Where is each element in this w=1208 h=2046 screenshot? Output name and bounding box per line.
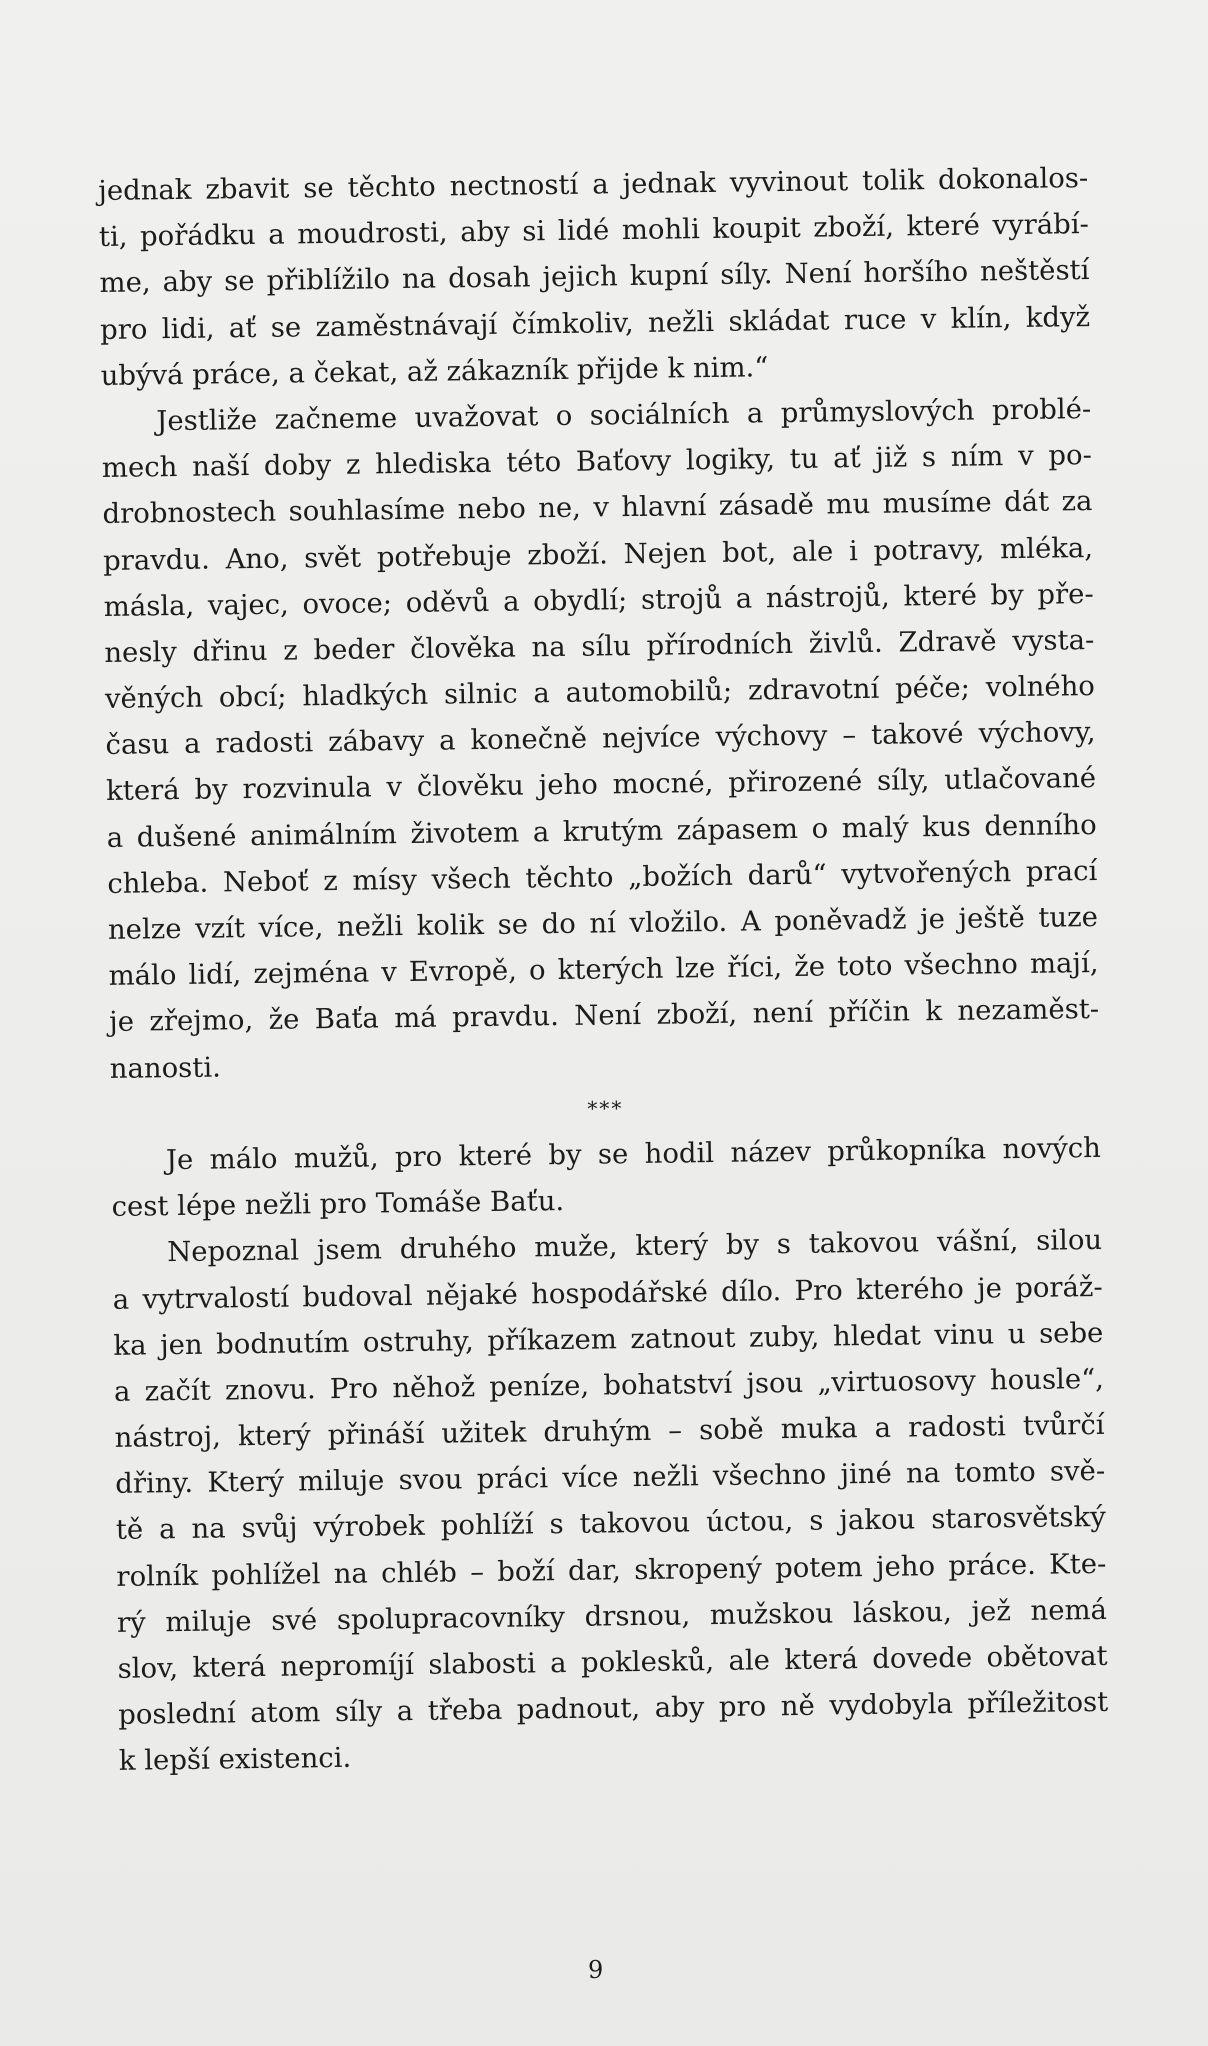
paragraph-1	[98, 155, 1091, 399]
text-line: tě a na svůj výrobek pohlíží s takovou úctou, s jakou starosvětský	[115, 1501, 1106, 1547]
text-line: drobnostech souhlasíme nebo ne, v hlavní zásadě mu musíme dát za	[102, 485, 1093, 531]
text-line: jednak zbavit se těchto nectností a jednak vyvinout tolik dokonalos-	[98, 162, 1089, 207]
text-line: málo lidí, zejména v Evropě, o kterých lze říci, že toto všechno mají,	[108, 947, 1099, 993]
paragraph-4	[112, 1217, 1109, 1784]
section-break: ***	[587, 1095, 624, 1121]
paragraph-3	[111, 1125, 1102, 1230]
text-line: která by rozvinula v člověku jeho mocné, přirozené síly, utlačované	[105, 762, 1097, 808]
text-line: slov, která nepromíjí slabosti a poklesků, ale která dovede obětovat	[117, 1639, 1108, 1685]
text-line: je zřejmo, že Baťa má pravdu. Není zboží, není příčin k nezaměst-	[108, 993, 1100, 1039]
text-line: másla, vajec, ovoce; oděvů a obydlí; strojů a nástrojů, které by pře-	[103, 577, 1094, 623]
text-line: pro lidi, ať se zaměstnávají čímkoliv, nežli skládat ruce v klín, když	[99, 300, 1091, 346]
text-line: rý miluje své spolupracovníky drsnou, mužskou láskou, jež nemá	[116, 1593, 1108, 1639]
text-line: k lepší existenci.	[118, 1742, 352, 1778]
text-line: Jestliže začneme uvažovat o sociálních a průmyslových problé-	[156, 392, 1092, 438]
text-line: a vytrvalostí budoval nějaké hospodářské dílo. Pro kterého je poráž-	[112, 1270, 1103, 1316]
text-line: ka jen bodnutím ostruhy, příkazem zatnout zuby, hledat vinu u sebe	[113, 1316, 1104, 1362]
text-line: rolník pohlížel na chléb – boží dar, skropený potem jeho práce. Kte-	[116, 1547, 1107, 1593]
body-text	[98, 155, 1109, 1784]
text-line: a začít znovu. Pro něhož peníze, bohatství jsou „virtuosovy housle“,	[113, 1362, 1105, 1408]
text-line: nelze vzít více, nežli kolik se do ní vložilo. A poněvadž je ještě tuze	[107, 900, 1099, 946]
text-line: nástroj, který přináší užitek druhým – sobě muka a radosti tvůrčí	[114, 1408, 1105, 1454]
text-line: Je málo mužů, pro které by se hodil název průkopníka nových	[165, 1131, 1102, 1177]
text-line: ti, pořádku a moudrosti, aby si lidé mohli koupit zboží, které vyrábí-	[98, 208, 1090, 254]
text-line: Nepoznal jsem druhého muže, který by s takovou vášní, silou	[166, 1224, 1103, 1269]
text-line: me, aby se přiblížilo na dosah jejich kupní síly. Není horšího neštěstí	[99, 254, 1090, 300]
text-line: nanosti.	[109, 1051, 222, 1085]
text-line: pravdu. Ano, svět potřebuje zboží. Nejen bot, ale i potravy, mléka,	[102, 531, 1094, 577]
text-line: věných obcí; hladkých silnic a automobilů; zdravotní péče; volného	[104, 670, 1096, 716]
page-number: 9	[588, 1956, 604, 1984]
text-line: poslední atom síly a třeba padnout, aby pro ně vydobyla příležitost	[118, 1686, 1109, 1732]
text-line: cest lépe nežli pro Tomáše Baťu.	[111, 1185, 565, 1224]
text-line: chleba. Neboť z mísy všech těchto „božích darů“ vytvořených prací	[107, 854, 1098, 900]
text-line: nesly dřinu z beder člověka na sílu přírodních živlů. Zdravě vysta-	[104, 623, 1095, 669]
text-line: a dušené animálním životem a krutým zápasem o malý kus denního	[106, 808, 1097, 854]
text-line: mech naší doby z hlediska této Baťovy logiky, tu ať již s ním v po-	[101, 439, 1093, 485]
paragraph-2	[101, 386, 1100, 1092]
text-line: ubývá práce, a čekat, až zákazník přijde k nim.“	[100, 350, 769, 392]
text-line: dřiny. Který miluje svou práci více nežli všechno jiné na tomto svě-	[115, 1455, 1106, 1501]
text-line: času a radosti zábavy a konečně nejvíce výchovy – takové výchovy,	[105, 716, 1096, 762]
